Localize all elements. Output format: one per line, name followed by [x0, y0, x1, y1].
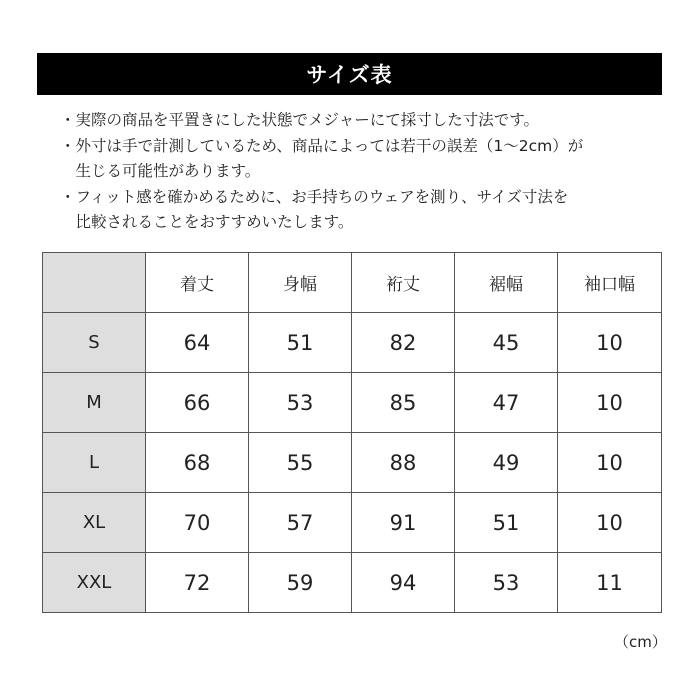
- page-title: サイズ表: [306, 63, 393, 87]
- table-cell: 72: [146, 553, 249, 613]
- size-label-cell: XL: [43, 493, 146, 553]
- unit-label: （cm）: [614, 633, 667, 651]
- table-cell: 10: [558, 373, 662, 433]
- note-line: ・実際の商品を平置きにした状態でメジャーにて採寸した寸法です。: [60, 111, 539, 129]
- size-label-cell: XXL: [43, 553, 146, 613]
- size-label-cell: M: [43, 373, 146, 433]
- title-bar: [37, 53, 662, 95]
- header-cell-length: 着丈: [146, 253, 249, 313]
- note-line: ・フィット感を確かめるために、お手持ちのウェアを測り、サイズ寸法を: [60, 187, 569, 206]
- table-cell: 91: [352, 493, 455, 553]
- table-cell: 53: [249, 373, 352, 433]
- notes-block: [60, 108, 660, 236]
- table-cell: 51: [455, 493, 558, 553]
- table-cell: 68: [146, 433, 249, 493]
- header-cell-cuff-width: 袖口幅: [558, 253, 662, 313]
- table-cell: 45: [455, 313, 558, 373]
- table-cell: 94: [352, 553, 455, 613]
- table-cell: 49: [455, 433, 558, 493]
- table-header-row: [43, 253, 662, 313]
- table-row: [43, 313, 662, 373]
- table-cell: 11: [558, 553, 662, 613]
- table-cell: 53: [455, 553, 558, 613]
- note-line: 生じる可能性があります。: [60, 162, 261, 180]
- table-cell: 88: [352, 433, 455, 493]
- table-cell: 64: [146, 313, 249, 373]
- note-line: 比較されることをおすすめいたします。: [60, 213, 354, 231]
- header-corner-cell: [43, 253, 146, 313]
- size-label-cell: S: [43, 313, 146, 373]
- table-row: [43, 553, 662, 613]
- table-cell: 59: [249, 553, 352, 613]
- table-cell: 51: [249, 313, 352, 373]
- table-cell: 10: [558, 313, 662, 373]
- header-cell-hem-width: 裾幅: [455, 253, 558, 313]
- table-cell: 57: [249, 493, 352, 553]
- table-cell: 70: [146, 493, 249, 553]
- header-cell-chest-width: 身幅: [249, 253, 352, 313]
- table-row: [43, 433, 662, 493]
- table-cell: 55: [249, 433, 352, 493]
- size-label-cell: L: [43, 433, 146, 493]
- table-cell: 66: [146, 373, 249, 433]
- note-line: ・外寸は手で計測しているため、商品によっては若干の誤差（1～2cm）が: [60, 136, 584, 155]
- table-cell: 85: [352, 373, 455, 433]
- header-cell-sleeve-length: 裄丈: [352, 253, 455, 313]
- table-cell: 10: [558, 493, 662, 553]
- size-table: [42, 252, 662, 613]
- table-cell: 82: [352, 313, 455, 373]
- table-row: [43, 493, 662, 553]
- table-cell: 47: [455, 373, 558, 433]
- table-cell: 10: [558, 433, 662, 493]
- table-row: [43, 373, 662, 433]
